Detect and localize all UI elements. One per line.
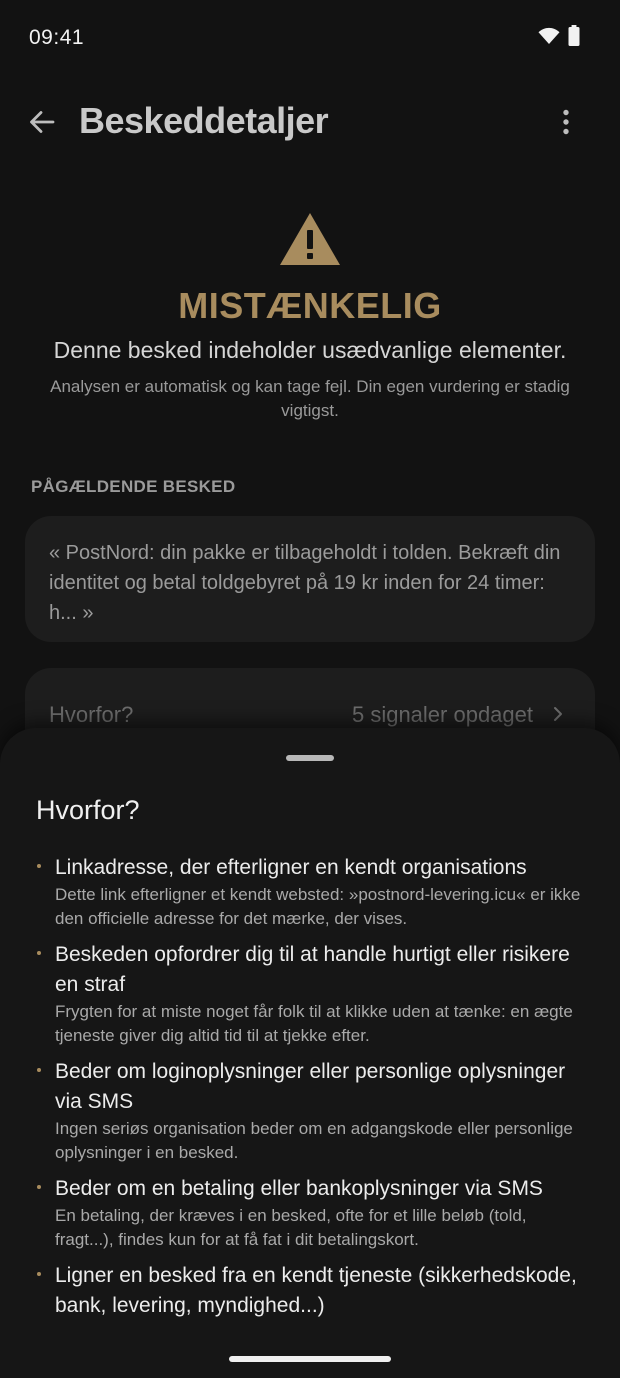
signal-description: Dette link efterligner et kendt websted: »postnord-levering.icu« er ikke den officielle adresse for det mærke, der vises.: [55, 885, 581, 928]
signal-title: Beskeden opfordrer dig til at handle hurtigt eller risikere en straf: [55, 943, 570, 996]
signal-description: En betaling, der kræves i en besked, ofte for et lille beløb (told, fragt...), findes kun for at få fat i dit betalingskort.: [55, 1206, 527, 1249]
bottom-sheet: [0, 728, 620, 1378]
signal-title: Ligner en besked fra en kendt tjeneste (sikkerhedskode, bank, levering, myndighed...): [55, 1264, 577, 1317]
signal-title: Linkadresse, der efterligner en kendt organisations: [55, 856, 527, 879]
verdict-label: MISTÆNKELIG: [178, 285, 442, 326]
status-time: 09:41: [29, 26, 85, 49]
verdict-note: Analysen er automatisk og kan tage fejl. Din egen vurdering er stadig vigtigst.: [50, 377, 570, 420]
signal-item: [36, 940, 584, 1048]
bullet-icon: [37, 1185, 41, 1189]
arrow-back-icon: [29, 110, 55, 134]
status-icons: [538, 25, 580, 46]
bullet-icon: [37, 864, 41, 868]
home-indicator[interactable]: [229, 1356, 391, 1362]
drag-handle[interactable]: [286, 755, 334, 761]
page-title: Beskeddetaljer: [79, 100, 329, 141]
signal-item: [36, 1057, 584, 1165]
warning-icon: [279, 212, 341, 266]
status-bar: [0, 0, 620, 76]
bullet-icon: [37, 1068, 41, 1072]
message-card: [25, 516, 595, 642]
battery-icon: [568, 25, 580, 46]
chevron-right-icon: [553, 706, 563, 722]
signal-item: [36, 853, 584, 931]
sheet-title: Hvorfor?: [36, 795, 140, 825]
app-bar: [0, 90, 620, 154]
signal-title: Beder om en betaling eller bankoplysninger via SMS: [55, 1177, 543, 1200]
why-row-label: Hvorfor?: [49, 702, 134, 727]
bullet-icon: [37, 1272, 41, 1276]
signal-item: [36, 1174, 584, 1252]
message-section-label: PÅGÆLDENDE BESKED: [31, 477, 236, 496]
more-options-button[interactable]: [548, 102, 584, 142]
wifi-icon: [538, 27, 560, 45]
message-text: « PostNord: din pakke er tilbageholdt i tolden. Bekræft din identitet og betal toldgebyret på 19 kr inden for 24 timer: h... »: [49, 542, 561, 624]
signal-item: [36, 1261, 584, 1321]
verdict-description: Denne besked indeholder usædvanlige elementer.: [53, 337, 567, 363]
signal-title: Beder om loginoplysninger eller personlige oplysninger via SMS: [55, 1060, 566, 1113]
signal-description: Frygten for at miste noget får folk til at klikke uden at tænke: en ægte tjeneste giver dig altid tid til at tjekke efter.: [55, 1002, 573, 1045]
more-vert-icon: [562, 109, 570, 135]
signals-count: 5 signaler opdaget: [351, 702, 533, 727]
signal-list: [36, 853, 584, 1330]
bullet-icon: [37, 951, 41, 955]
signal-description: Ingen seriøs organisation beder om en adgangskode eller personlige oplysninger i en besked.: [55, 1119, 573, 1162]
back-button[interactable]: [22, 102, 62, 142]
